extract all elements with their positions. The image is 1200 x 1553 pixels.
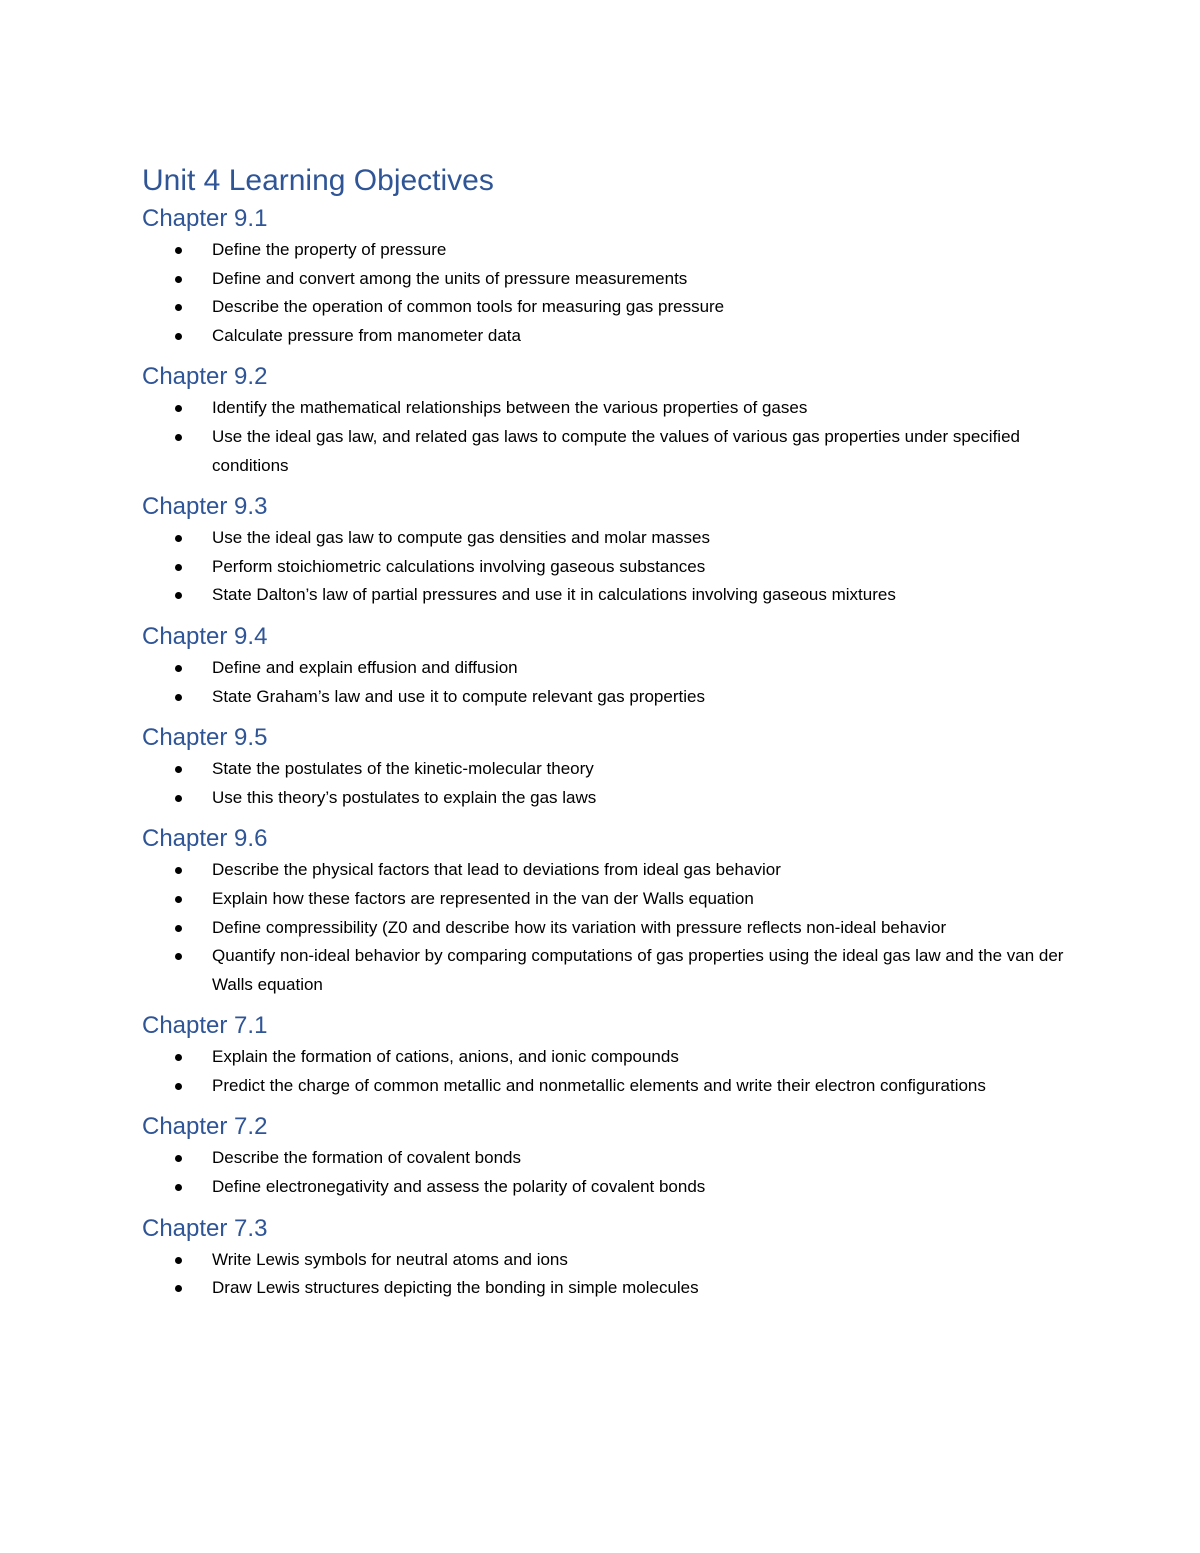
bullet-icon <box>175 304 182 311</box>
objective-text: Define electronegativity and assess the polarity of covalent bonds <box>212 1177 706 1197</box>
bullet-icon <box>175 276 182 283</box>
bullet-icon <box>175 564 182 571</box>
objective-text: Explain the formation of cations, anions, and ionic compounds <box>212 1047 679 1067</box>
bullet-icon <box>175 405 182 412</box>
objective-item <box>142 683 1072 712</box>
bullet-icon <box>175 1184 182 1191</box>
objectives-list <box>142 236 1072 350</box>
objective-item <box>142 885 1072 914</box>
bullet-icon <box>175 592 182 599</box>
chapter-heading: Chapter 7.1 <box>142 1012 268 1040</box>
bullet-icon <box>175 795 182 802</box>
chapter-heading: Chapter 7.3 <box>142 1214 268 1242</box>
chapter-heading: Chapter 9.1 <box>142 205 268 232</box>
objectives-list <box>142 524 1072 610</box>
objective-text: State Dalton’s law of partial pressures and use it in calculations involving gaseous mixtures <box>212 585 896 605</box>
chapter-heading: Chapter 9.2 <box>142 363 268 391</box>
bullet-icon <box>175 694 182 701</box>
bullet-icon <box>175 535 182 542</box>
chapter-section <box>142 1212 1072 1303</box>
bullet-icon <box>175 434 182 441</box>
chapter-section <box>142 360 1072 480</box>
bullet-icon <box>175 1257 182 1264</box>
objective-text: Define the property of pressure <box>212 240 447 259</box>
objective-item <box>142 1274 1072 1303</box>
objectives-list <box>142 1043 1072 1100</box>
objectives-list <box>142 856 1072 999</box>
objective-item <box>142 322 1072 351</box>
objective-text: State Graham’s law and use it to compute relevant gas properties <box>212 686 705 706</box>
bullet-icon <box>175 766 182 773</box>
bullet-icon <box>175 896 182 903</box>
objective-item <box>142 856 1072 885</box>
objective-item <box>142 236 1072 265</box>
objective-item <box>142 914 1072 943</box>
objective-item <box>142 293 1072 322</box>
objective-item <box>142 1144 1072 1173</box>
objective-item <box>142 423 1072 480</box>
objective-item <box>142 394 1072 423</box>
objectives-list <box>142 1144 1072 1201</box>
objective-text: Perform stoichiometric calculations involving gaseous substances <box>212 556 706 576</box>
chapter-section <box>142 721 1072 812</box>
chapter-section <box>142 1110 1072 1201</box>
chapter-section <box>142 822 1072 999</box>
objective-item <box>142 755 1072 784</box>
objective-text: Define and explain effusion and diffusion <box>212 657 518 677</box>
objectives-list <box>142 1246 1072 1303</box>
chapter-heading: Chapter 9.3 <box>142 493 268 521</box>
objective-item <box>142 581 1072 610</box>
chapter-heading: Chapter 7.2 <box>142 1113 268 1141</box>
bullet-icon <box>175 867 182 874</box>
chapter-section <box>142 490 1072 610</box>
objective-item <box>142 265 1072 294</box>
objective-text: Describe the operation of common tools for measuring gas pressure <box>212 297 725 317</box>
objectives-sections <box>142 202 1072 1303</box>
objective-text: Predict the charge of common metallic and nonmetallic elements and write their electron configurations <box>212 1075 986 1095</box>
chapter-section <box>142 620 1072 711</box>
document-title: Unit 4 Learning Objectives <box>142 164 494 197</box>
chapter-section <box>142 1009 1072 1100</box>
objective-item <box>142 784 1072 813</box>
objectives-list <box>142 755 1072 812</box>
objective-item <box>142 1246 1072 1275</box>
objective-item <box>142 553 1072 582</box>
chapter-heading: Chapter 9.4 <box>142 622 268 650</box>
objective-text: Describe the formation of covalent bonds <box>212 1148 522 1168</box>
bullet-icon <box>175 1083 182 1090</box>
chapter-heading: Chapter 9.5 <box>142 724 268 752</box>
objective-item <box>142 1072 1072 1101</box>
objective-text: Draw Lewis structures depicting the bonding in simple molecules <box>212 1278 699 1298</box>
objective-text: Define compressibility (Z0 and describe how its variation with pressure reflects non-ideal behavior <box>212 917 947 937</box>
objective-text: Use the ideal gas law to compute gas densities and molar masses <box>212 528 710 548</box>
objective-text: Describe the physical factors that lead to deviations from ideal gas behavior <box>212 860 781 880</box>
bullet-icon <box>175 1285 182 1292</box>
bullet-icon <box>175 247 182 254</box>
objective-item <box>142 654 1072 683</box>
objective-item <box>142 1043 1072 1072</box>
objective-text: State the postulates of the kinetic-molecular theory <box>212 759 594 779</box>
objective-text: Use the ideal gas law, and related gas laws to compute the values of various gas properties under specified conditions <box>212 426 1020 475</box>
bullet-icon <box>175 665 182 672</box>
objective-text: Write Lewis symbols for neutral atoms and ions <box>212 1249 568 1269</box>
objective-item <box>142 524 1072 553</box>
objective-text: Define and convert among the units of pressure measurements <box>212 268 688 288</box>
chapter-section <box>142 202 1072 350</box>
bullet-icon <box>175 953 182 960</box>
objective-text: Explain how these factors are represented in the van der Walls equation <box>212 888 754 908</box>
objective-text: Calculate pressure from manometer data <box>212 325 521 345</box>
chapter-heading: Chapter 9.6 <box>142 825 268 853</box>
objective-item <box>142 1173 1072 1202</box>
objectives-list <box>142 394 1072 480</box>
document-page <box>142 160 1072 1303</box>
objective-item <box>142 942 1072 999</box>
bullet-icon <box>175 925 182 932</box>
objective-text: Quantify non-ideal behavior by comparing computations of gas properties using the ideal gas law and the van der Walls equation <box>212 946 1064 994</box>
bullet-icon <box>175 1054 182 1061</box>
bullet-icon <box>175 333 182 340</box>
objective-text: Use this theory’s postulates to explain the gas laws <box>212 787 597 807</box>
objectives-list <box>142 654 1072 711</box>
bullet-icon <box>175 1155 182 1162</box>
objective-text: Identify the mathematical relationships between the various properties of gases <box>212 398 808 418</box>
